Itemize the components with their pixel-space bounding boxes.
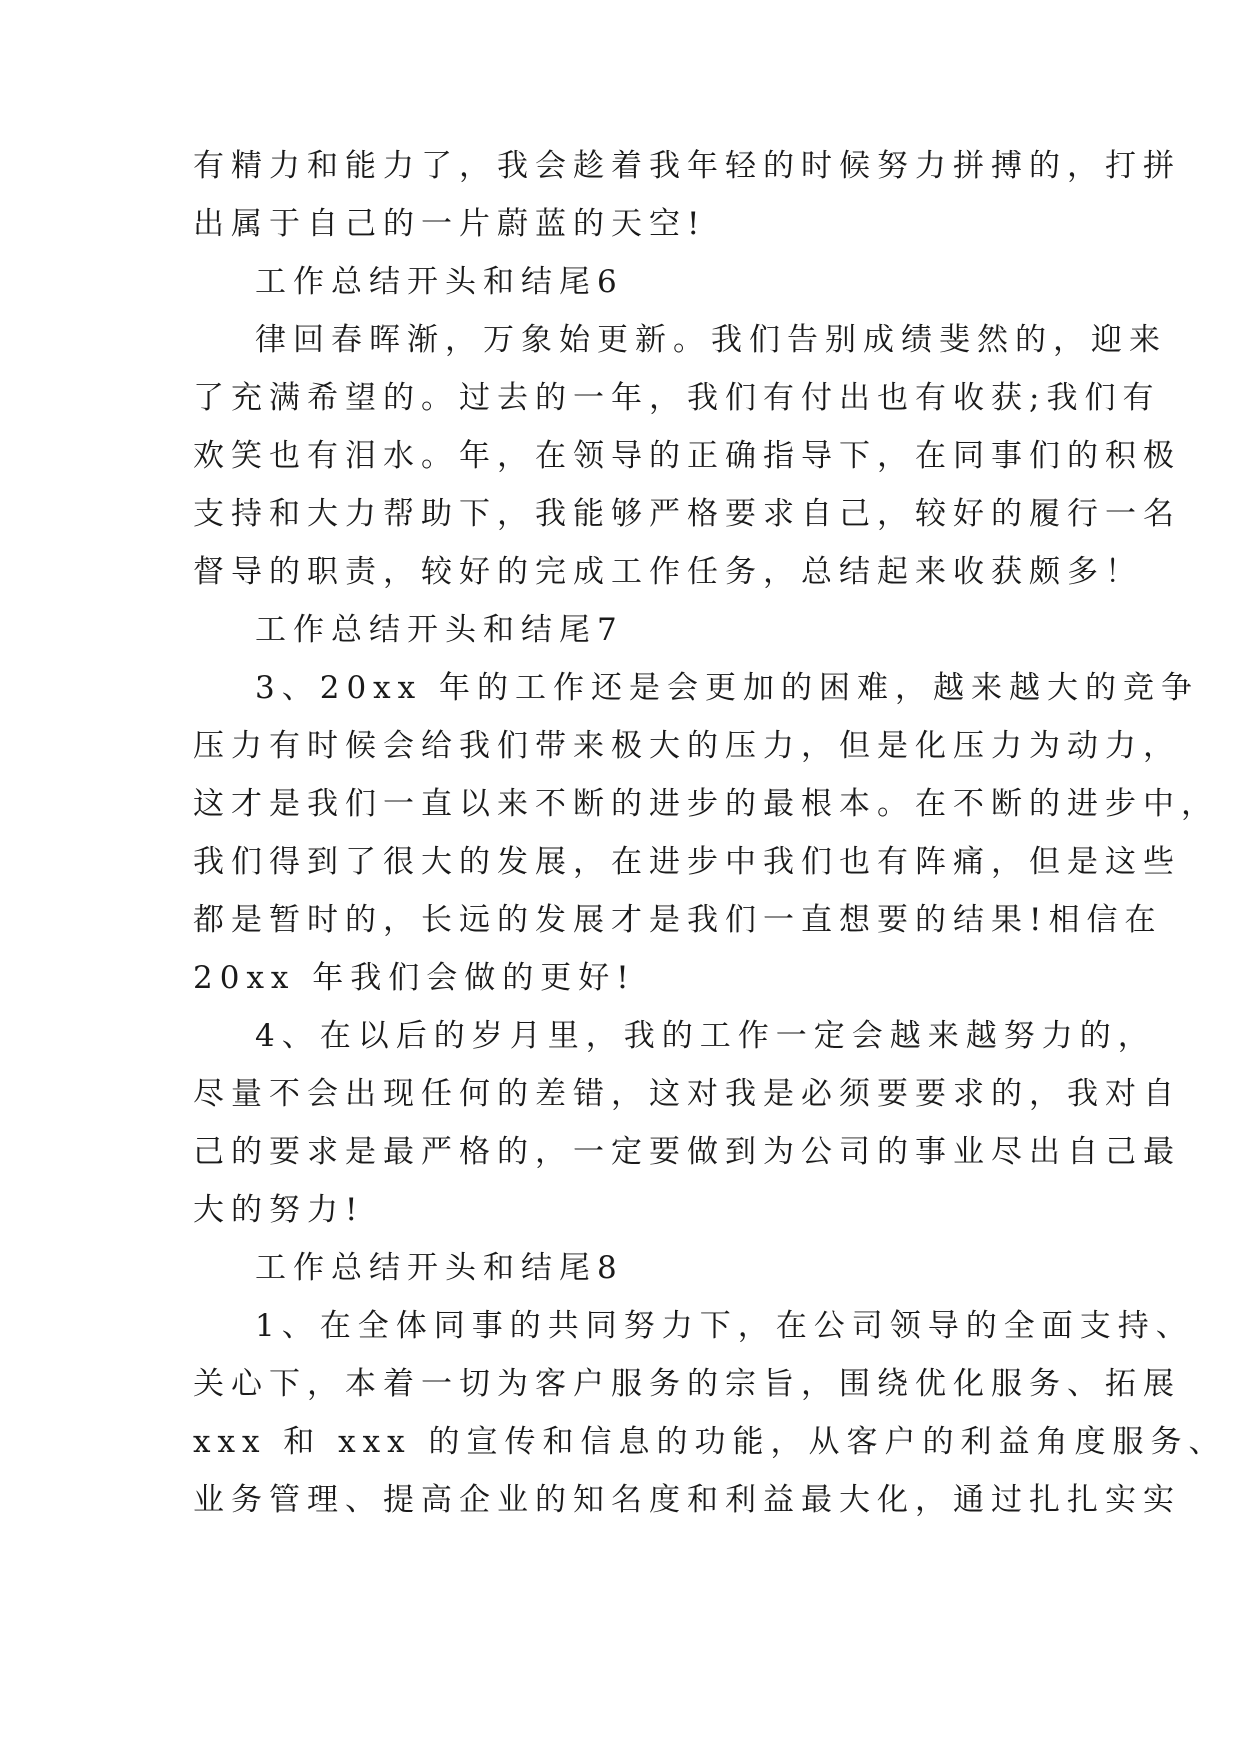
text-line: 业务管理、提高企业的知名度和利益最大化，通过扎扎实实 bbox=[193, 1482, 1181, 1518]
text-line: 大的努力! bbox=[193, 1192, 365, 1228]
text-line: 尽量不会出现任何的差错，这对我是必须要要求的，我对自 bbox=[193, 1076, 1181, 1112]
text-line: 关心下，本着一切为客户服务的宗旨，围绕优化服务、拓展 bbox=[193, 1366, 1181, 1402]
section-heading: 工作总结开头和结尾8 bbox=[255, 1250, 624, 1286]
text-line: 20xx 年我们会做的更好! bbox=[193, 960, 636, 996]
text-line: 有精力和能力了，我会趁着我年轻的时候努力拼搏的，打拼 bbox=[193, 148, 1181, 184]
text-line: 了充满希望的。过去的一年，我们有付出也有收获;我们有 bbox=[193, 380, 1161, 416]
text-line: 都是暂时的，长远的发展才是我们一直想要的结果!相信在 bbox=[193, 902, 1163, 938]
text-line: 己的要求是最严格的，一定要做到为公司的事业尽出自己最 bbox=[193, 1134, 1181, 1170]
document-body bbox=[193, 137, 1227, 1529]
section-heading: 工作总结开头和结尾6 bbox=[255, 264, 624, 300]
text-line: 4、在以后的岁月里，我的工作一定会越来越努力的， bbox=[255, 1018, 1156, 1054]
text-line: 欢笑也有泪水。年，在领导的正确指导下，在同事们的积极 bbox=[193, 438, 1181, 474]
text-line: 我们得到了很大的发展，在进步中我们也有阵痛，但是这些 bbox=[193, 844, 1181, 880]
text-line: 律回春晖渐，万象始更新。我们告别成绩斐然的，迎来 bbox=[255, 322, 1167, 358]
text-line: 支持和大力帮助下，我能够严格要求自己，较好的履行一名 bbox=[193, 496, 1181, 532]
text-line: 1、在全体同事的共同努力下，在公司领导的全面支持、 bbox=[255, 1308, 1194, 1344]
section-heading: 工作总结开头和结尾7 bbox=[255, 612, 624, 648]
text-line: 这才是我们一直以来不断的进步的最根本。在不断的进步中， bbox=[193, 786, 1219, 822]
text-line: 3、20xx 年的工作还是会更加的困难，越来越大的竞争 bbox=[255, 670, 1199, 706]
text-line: 压力有时候会给我们带来极大的压力，但是化压力为动力， bbox=[193, 728, 1181, 764]
text-line: 督导的职责，较好的完成工作任务，总结起来收获颇多！ bbox=[193, 554, 1143, 590]
text-line: xxx 和 xxx 的宣传和信息的功能，从客户的利益角度服务、 bbox=[193, 1424, 1227, 1460]
text-line: 出属于自己的一片蔚蓝的天空! bbox=[193, 206, 707, 242]
